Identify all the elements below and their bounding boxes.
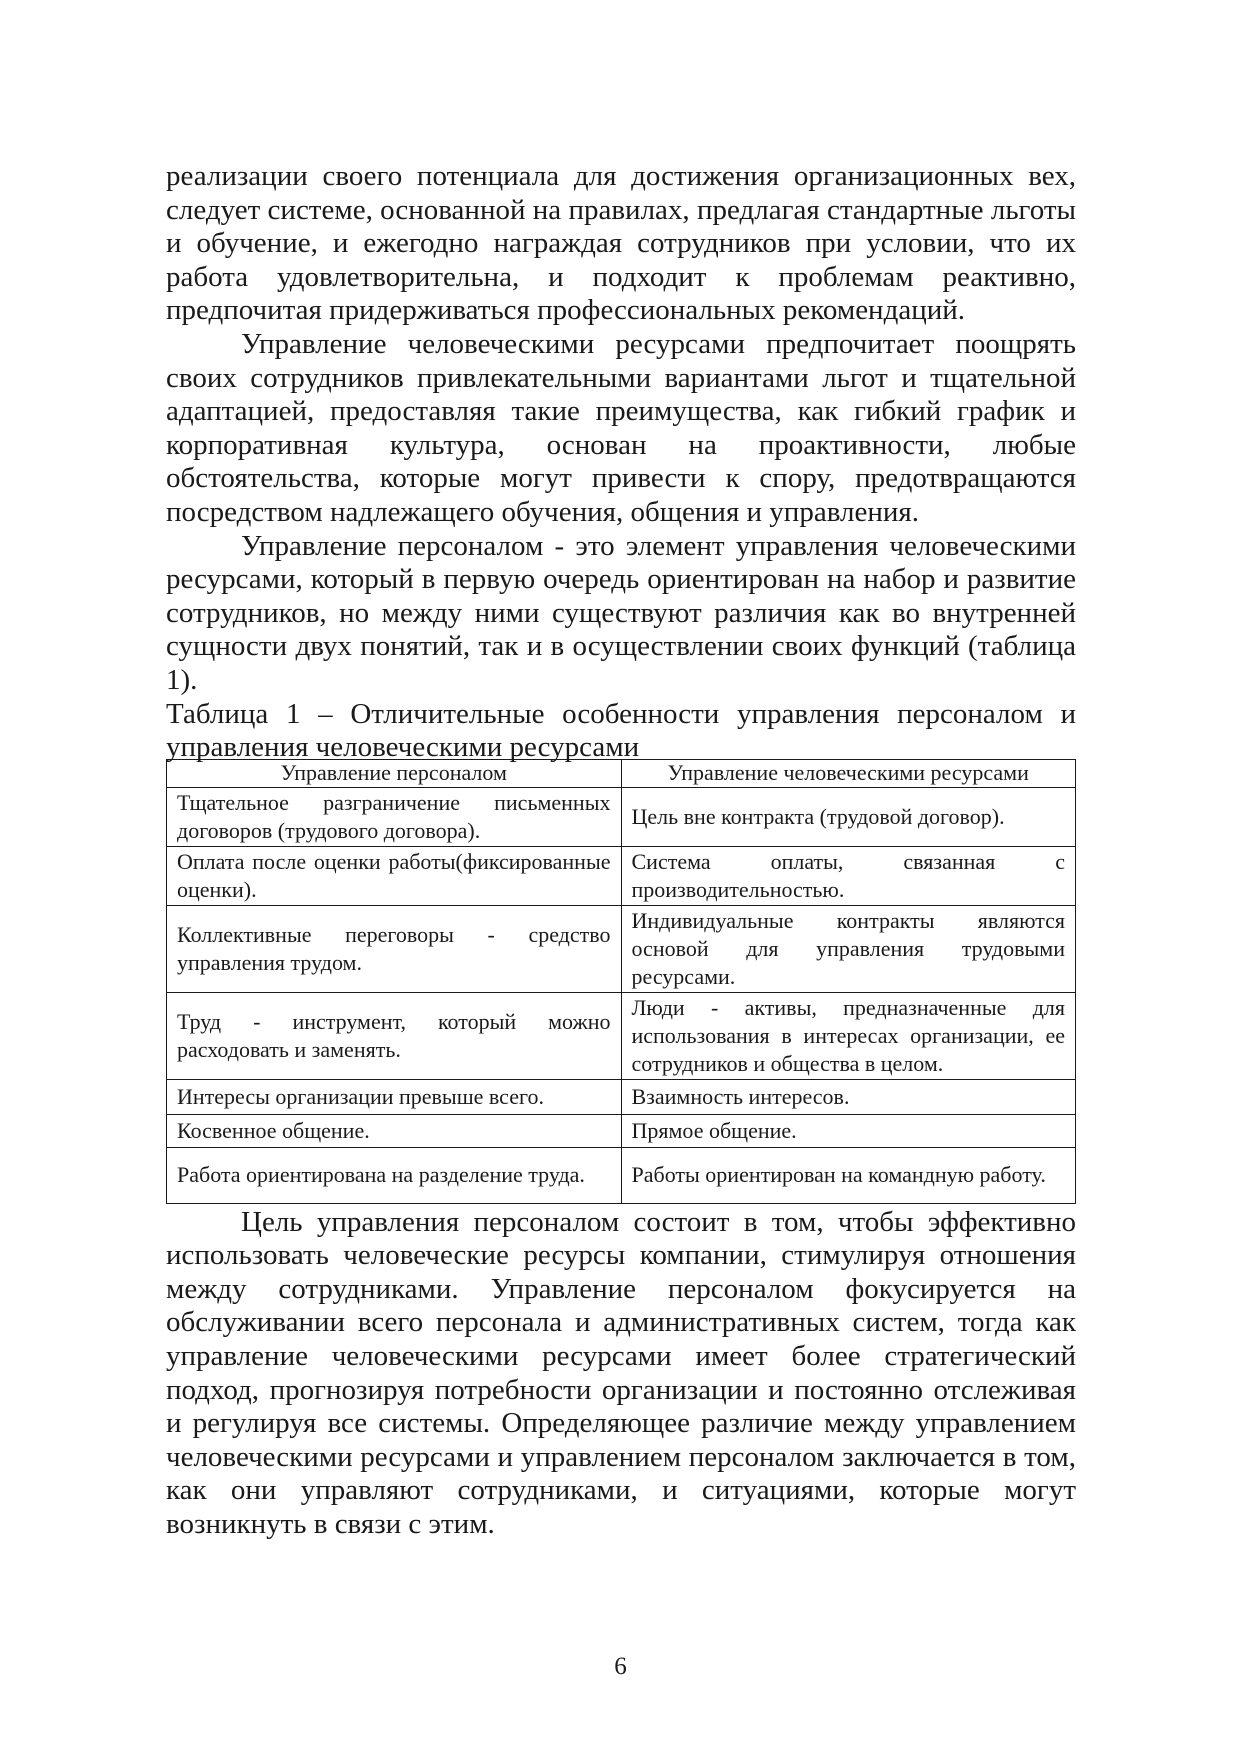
comparison-table [166,759,1076,1204]
paragraph-goal: Цель управления персоналом состоит в том, чтобы эффективно использовать человеческие ресурсы компании, стимулируя отношения между сотрудниками. Управление персоналом фокусируется на обслуживании всего персонала и административных систем, тогда как управление человеческими ресурсами имеет более стратегический подход, прогнозируя потребности организации и постоянно отслеживая и регулируя все системы. Определяющее различие между управлением человеческими ресурсами и управлением персоналом заключается в том, как они управляют сотрудниками, и ситуациями, которые могут возникнуть в связи с этим. [166,1205,1076,1541]
table-cell-personnel: Коллективные переговоры - средство управления трудом. [167,905,622,992]
page-body [166,160,1076,1542]
table-row [167,992,1076,1079]
table-row [167,846,1076,905]
paragraph-hr-management: Управление человеческими ресурсами предпочитает поощрять своих сотрудников привлекательными вариантами льгот и тщательной адаптацией, предоставляя такие преимущества, как гибкий график и корпоративная культура, основан на проактивности, любые обстоятельства, которые могут привести к спору, предотвращаются посредством надлежащего обучения, общения и управления. [166,327,1076,528]
table-row [167,1147,1076,1203]
table-cell-hr: Люди - активы, предназначенные для использования в интересах организации, ее сотрудников и общества в целом. [621,992,1076,1079]
column-header-personnel: Управление персоналом [167,759,622,787]
table-cell-personnel: Труд - инструмент, который можно расходовать и заменять. [167,992,622,1079]
table-cell-personnel: Интересы организации превыше всего. [167,1079,622,1114]
paragraph-continued: реализации своего потенциала для достижения организационных вех, следует системе, основанной на правилах, предлагая стандартные льготы и обучение, и ежегодно награждая сотрудников при условии, что их работа удовлетворительна, и подходит к проблемам реактивно, предпочитая придерживаться профессиональных рекомендаций. [166,160,1076,327]
column-header-hr: Управление человеческими ресурсами [621,759,1076,787]
table-cell-personnel: Работа ориентирована на разделение труда. [167,1147,622,1203]
table-row [167,787,1076,846]
table-cell-personnel: Тщательное разграничение письменных договоров (трудового договора). [167,787,622,846]
table-row [167,1114,1076,1147]
table-cell-hr: Работы ориентирован на командную работу. [621,1147,1076,1203]
table-cell-hr: Система оплаты, связанная с производительностью. [621,846,1076,905]
page-number: 6 [614,1653,627,1680]
table-cell-hr: Взаимность интересов. [621,1079,1076,1114]
table-cell-personnel: Оплата после оценки работы(фиксированные оценки). [167,846,622,905]
paragraph-personnel-management: Управление персоналом - это элемент управления человеческими ресурсами, который в первую очередь ориентирован на набор и развитие сотрудников, но между ними существуют различия как во внутренней сущности двух понятий, так и в осуществлении своих функций (таблица 1). [166,529,1076,696]
table-row [167,1079,1076,1114]
table-cell-hr: Цель вне контракта (трудовой договор). [621,787,1076,846]
table-cell-personnel: Косвенное общение. [167,1114,622,1147]
table-cell-hr: Прямое общение. [621,1114,1076,1147]
table-row [167,905,1076,992]
table-cell-hr: Индивидуальные контракты являются основой для управления трудовыми ресурсами. [621,905,1076,992]
table-caption: Таблица 1 – Отличительные особенности управления персоналом и управления человеческими ресурсами [166,697,1076,764]
